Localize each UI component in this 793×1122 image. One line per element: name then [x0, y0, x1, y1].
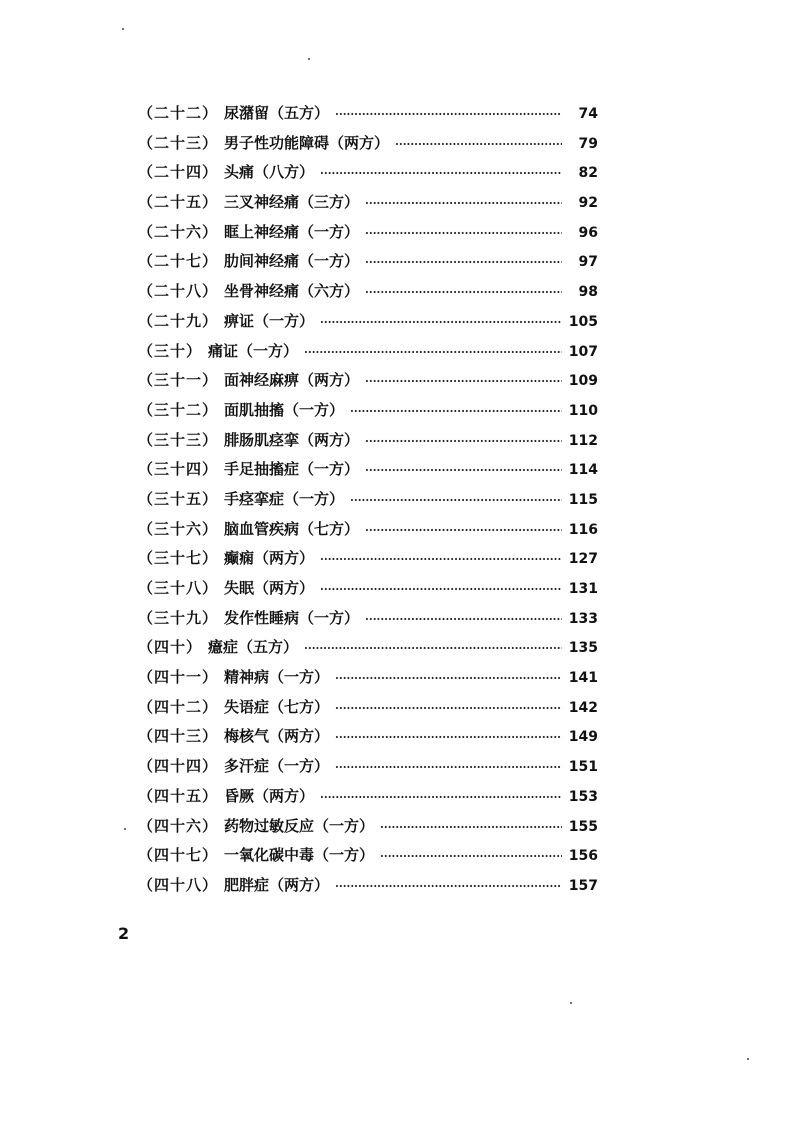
toc-entry-title: 多汗症（一方） [224, 757, 330, 776]
toc-entry-number: （四十六） [138, 816, 219, 835]
toc-dot-leader [365, 613, 562, 626]
toc-entry-title: 失眠（两方） [224, 579, 315, 597]
toc-entry [138, 666, 598, 696]
toc-dot-leader [380, 850, 562, 863]
toc-dot-leader [320, 167, 562, 180]
toc-entry-page: 105 [568, 313, 598, 330]
toc-entry-page: 97 [578, 254, 598, 271]
toc-entry-title: 一氧化碳中毒（一方） [224, 846, 375, 865]
toc-entry-page: 98 [578, 284, 598, 301]
toc-entry-number: （二十三） [138, 133, 219, 152]
toc-entry-title: 痛证（一方） [208, 341, 299, 360]
toc-entry-number: （二十七） [138, 252, 219, 271]
toc-entry [138, 577, 598, 607]
toc-dot-leader [365, 197, 562, 210]
toc-dot-leader [365, 375, 562, 388]
toc-entry-page: 92 [578, 195, 598, 212]
scan-speck [124, 828, 126, 830]
toc-entry-number: （四十二） [138, 697, 219, 716]
toc-entry [138, 547, 598, 577]
toc-dot-leader [395, 138, 562, 151]
toc-entry-title: 面神经麻痹（两方） [224, 371, 360, 390]
toc-entry-number: （四十八） [138, 875, 219, 894]
toc-entry-title: 男子性功能障碍（两方） [224, 133, 390, 152]
toc-entry-title: 癫痫（两方） [224, 549, 315, 568]
toc-entry [138, 785, 598, 815]
toc-entry [138, 518, 598, 548]
toc-entry [138, 340, 598, 370]
toc-entry-number: （三十） [138, 341, 203, 360]
toc-entry-number: （四十七） [138, 846, 219, 865]
toc-entry-title: 癔症（五方） [208, 638, 299, 657]
toc-entry [138, 161, 598, 191]
toc-entry [138, 607, 598, 637]
toc-entry [138, 250, 598, 280]
toc-entry-number: （四十） [138, 638, 203, 657]
toc-entry-number: （二十二） [138, 104, 219, 122]
toc-entry-title: 三叉神经痛（三方） [224, 193, 360, 212]
toc-entry-number: （三十二） [138, 400, 219, 419]
toc-entry-number: （三十五） [138, 489, 219, 508]
toc-entry-title: 肥胖症（两方） [224, 875, 330, 894]
toc-entry-number: （三十七） [138, 549, 219, 568]
page-number: 2 [118, 924, 130, 943]
toc-entry-page: 157 [568, 877, 598, 894]
toc-entry-page: 110 [568, 402, 598, 419]
toc-entry [138, 369, 598, 399]
toc-entry-title: 尿潴留（五方） [224, 104, 330, 122]
toc-entry-number: （四十一） [138, 668, 219, 687]
toc-entry-number: （二十五） [138, 193, 219, 212]
toc-entry-number: （二十四） [138, 163, 219, 182]
toc-entry [138, 725, 598, 755]
toc-entry-page: 151 [568, 759, 598, 776]
toc-entry [138, 755, 598, 785]
toc-entry [138, 874, 598, 904]
toc-dot-leader [320, 553, 562, 566]
toc-entry-page: 114 [568, 462, 598, 479]
toc-dot-leader [380, 821, 562, 834]
toc-dot-leader [365, 464, 562, 477]
toc-entry-title: 手足抽搐症（一方） [224, 460, 360, 479]
toc-entry-title: 手痉挛症（一方） [224, 489, 345, 508]
toc-entry-title: 头痛（八方） [224, 163, 315, 182]
toc-dot-leader [365, 524, 562, 537]
scan-speck [747, 1058, 749, 1060]
table-of-contents [138, 102, 598, 904]
toc-entry-page: 135 [568, 640, 598, 657]
toc-entry-title: 梅核气（两方） [224, 727, 330, 746]
toc-entry [138, 221, 598, 251]
toc-dot-leader [320, 316, 562, 329]
toc-entry-page: 153 [568, 788, 598, 805]
scan-speck [122, 28, 124, 30]
toc-entry-page: 74 [578, 106, 598, 122]
toc-entry [138, 458, 598, 488]
toc-entry-title: 肋间神经痛（一方） [224, 252, 360, 271]
toc-entry [138, 636, 598, 666]
toc-entry-page: 142 [568, 699, 598, 716]
toc-entry-page: 79 [578, 135, 598, 152]
toc-entry-title: 昏厥（两方） [224, 786, 315, 805]
toc-entry [138, 132, 598, 162]
scan-speck [308, 58, 310, 60]
toc-entry-title: 面肌抽搐（一方） [224, 400, 345, 419]
toc-dot-leader [304, 346, 562, 359]
toc-entry [138, 696, 598, 726]
toc-entry [138, 488, 598, 518]
toc-dot-leader [335, 108, 562, 121]
toc-entry [138, 280, 598, 310]
toc-entry-number: （三十九） [138, 608, 219, 627]
toc-entry [138, 102, 598, 132]
toc-dot-leader [335, 672, 562, 685]
toc-entry-number: （三十六） [138, 519, 219, 538]
toc-entry-page: 155 [568, 818, 598, 835]
toc-entry [138, 399, 598, 429]
toc-entry [138, 429, 598, 459]
toc-entry-page: 107 [568, 343, 598, 360]
toc-entry-page: 115 [568, 491, 598, 508]
toc-dot-leader [365, 227, 562, 240]
toc-entry-number: （二十八） [138, 282, 219, 301]
toc-entry-title: 脑血管疾病（七方） [224, 519, 360, 538]
toc-entry-title: 腓肠肌痉挛（两方） [224, 430, 360, 449]
toc-dot-leader [365, 435, 562, 448]
toc-dot-leader [304, 642, 562, 655]
toc-entry-number: （三十三） [138, 430, 219, 449]
toc-dot-leader [350, 494, 562, 507]
toc-entry-number: （四十三） [138, 727, 219, 746]
toc-entry-page: 116 [568, 521, 598, 538]
toc-entry-title: 精神病（一方） [224, 668, 330, 687]
toc-entry-title: 痹证（一方） [224, 311, 315, 330]
toc-entry-title: 坐骨神经痛（六方） [224, 282, 360, 301]
toc-dot-leader [335, 702, 562, 715]
toc-entry-number: （三十四） [138, 460, 219, 479]
toc-entry-number: （四十四） [138, 757, 219, 776]
toc-entry-page: 109 [568, 373, 598, 390]
toc-entry-page: 141 [568, 670, 598, 687]
toc-entry-page: 127 [568, 551, 598, 568]
toc-dot-leader [365, 286, 562, 299]
toc-entry-page: 82 [578, 165, 598, 182]
toc-entry [138, 310, 598, 340]
toc-entry-number: （二十六） [138, 222, 219, 241]
toc-dot-leader [335, 761, 562, 774]
toc-entry-title: 眶上神经痛（一方） [224, 222, 360, 241]
toc-dot-leader [335, 880, 562, 893]
toc-dot-leader [350, 405, 562, 418]
toc-entry [138, 844, 598, 874]
toc-entry-page: 96 [578, 224, 598, 241]
toc-entry-number: （四十五） [138, 786, 219, 805]
toc-entry [138, 815, 598, 845]
toc-entry-page: 131 [568, 581, 598, 597]
toc-entry-page: 149 [568, 729, 598, 746]
toc-entry-title: 发作性睡病（一方） [224, 608, 360, 627]
toc-entry [138, 191, 598, 221]
toc-entry-number: （三十八） [138, 579, 219, 597]
toc-dot-leader [320, 791, 562, 804]
toc-entry-title: 药物过敏反应（一方） [224, 816, 375, 835]
toc-entry-page: 112 [568, 432, 598, 449]
toc-entry-page: 156 [568, 848, 598, 865]
toc-dot-leader [320, 583, 562, 596]
toc-entry-page: 133 [568, 610, 598, 627]
toc-dot-leader [365, 256, 562, 269]
scan-speck [570, 1002, 572, 1004]
toc-entry-title: 失语症（七方） [224, 697, 330, 716]
toc-dot-leader [335, 731, 562, 744]
toc-entry-number: （二十九） [138, 311, 219, 330]
toc-entry-number: （三十一） [138, 371, 219, 390]
